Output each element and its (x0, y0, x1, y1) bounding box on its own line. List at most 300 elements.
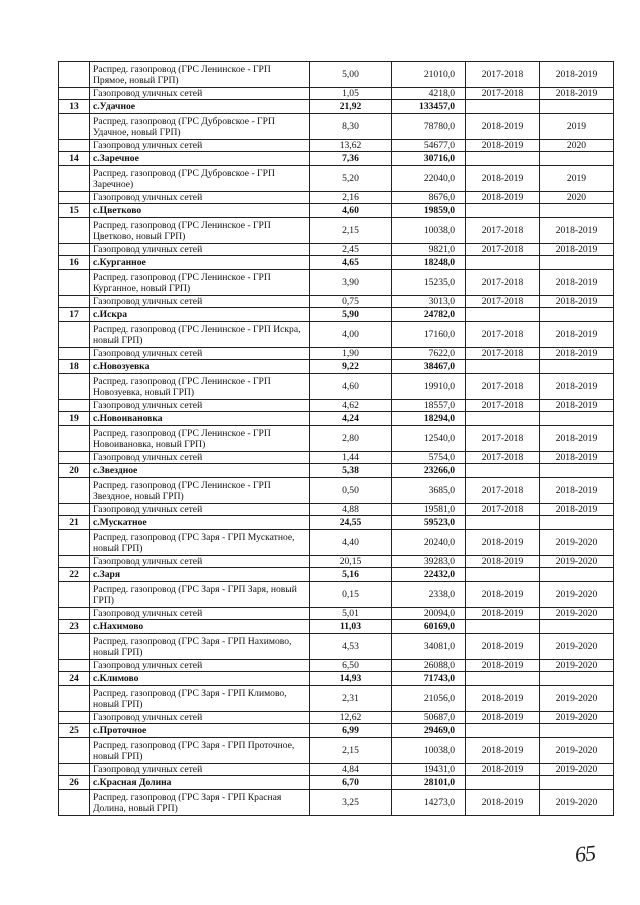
gas-pipeline-table (58, 61, 614, 816)
length-km-cell: 7,36 (310, 152, 392, 166)
table-row (59, 140, 614, 152)
row-number-cell (59, 608, 90, 620)
design-period-cell: 2018-2019 (466, 686, 540, 712)
length-km-cell: 4,53 (310, 634, 392, 660)
village-row (59, 308, 614, 322)
design-period-cell (466, 100, 540, 114)
object-name-cell: с.Проточное (90, 724, 310, 738)
village-row (59, 776, 614, 790)
row-number-cell (59, 712, 90, 724)
object-name-cell: Газопровод уличных сетей (90, 712, 310, 724)
row-number-cell (59, 400, 90, 412)
cost-value-cell: 8676,0 (392, 192, 466, 204)
table-row (59, 686, 614, 712)
cost-value-cell: 14273,0 (392, 790, 466, 816)
length-km-cell: 2,45 (310, 244, 392, 256)
cost-value-cell: 18248,0 (392, 256, 466, 270)
row-number-cell: 17 (59, 308, 90, 322)
build-period-cell: 2019-2020 (540, 790, 614, 816)
cost-value-cell: 10038,0 (392, 218, 466, 244)
length-km-cell: 4,60 (310, 204, 392, 218)
design-period-cell: 2018-2019 (466, 530, 540, 556)
length-km-cell: 3,25 (310, 790, 392, 816)
length-km-cell: 8,30 (310, 114, 392, 140)
length-km-cell: 5,16 (310, 568, 392, 582)
object-name-cell: Газопровод уличных сетей (90, 764, 310, 776)
object-name-cell: Газопровод уличных сетей (90, 660, 310, 672)
length-km-cell: 21,92 (310, 100, 392, 114)
object-name-cell: Распред. газопровод (ГРС Ленинское - ГРП Звездное, новый ГРП) (90, 478, 310, 504)
length-km-cell: 1,44 (310, 452, 392, 464)
build-period-cell (540, 412, 614, 426)
row-number-cell (59, 452, 90, 464)
object-name-cell: Газопровод уличных сетей (90, 608, 310, 620)
row-number-cell: 16 (59, 256, 90, 270)
object-name-cell: с.Искра (90, 308, 310, 322)
cost-value-cell: 54677,0 (392, 140, 466, 152)
build-period-cell: 2019 (540, 114, 614, 140)
object-name-cell: с.Мускатное (90, 516, 310, 530)
table-row (59, 348, 614, 360)
design-period-cell: 2018-2019 (466, 660, 540, 672)
length-km-cell: 5,90 (310, 308, 392, 322)
row-number-cell: 24 (59, 672, 90, 686)
village-row (59, 256, 614, 270)
length-km-cell: 11,03 (310, 620, 392, 634)
length-km-cell: 6,50 (310, 660, 392, 672)
build-period-cell (540, 672, 614, 686)
length-km-cell: 2,31 (310, 686, 392, 712)
row-number-cell (59, 322, 90, 348)
design-period-cell: 2018-2019 (466, 582, 540, 608)
build-period-cell: 2018-2019 (540, 374, 614, 400)
cost-value-cell: 23266,0 (392, 464, 466, 478)
cost-value-cell: 15235,0 (392, 270, 466, 296)
build-period-cell (540, 776, 614, 790)
row-number-cell: 13 (59, 100, 90, 114)
object-name-cell: с.Заречное (90, 152, 310, 166)
object-name-cell: Распред. газопровод (ГРС Заря - ГРП Нахимово, новый ГРП) (90, 634, 310, 660)
row-number-cell: 18 (59, 360, 90, 374)
build-period-cell: 2018-2019 (540, 400, 614, 412)
cost-value-cell: 133457,0 (392, 100, 466, 114)
object-name-cell: Газопровод уличных сетей (90, 296, 310, 308)
object-name-cell: с.Нахимово (90, 620, 310, 634)
object-name-cell: Газопровод уличных сетей (90, 88, 310, 100)
village-row (59, 620, 614, 634)
village-row (59, 412, 614, 426)
row-number-cell (59, 582, 90, 608)
build-period-cell (540, 256, 614, 270)
row-number-cell: 15 (59, 204, 90, 218)
design-period-cell: 2017-2018 (466, 504, 540, 516)
row-number-cell: 21 (59, 516, 90, 530)
design-period-cell (466, 516, 540, 530)
cost-value-cell: 30716,0 (392, 152, 466, 166)
cost-value-cell: 4218,0 (392, 88, 466, 100)
design-period-cell (466, 204, 540, 218)
cost-value-cell: 3013,0 (392, 296, 466, 308)
design-period-cell: 2018-2019 (466, 140, 540, 152)
table-row (59, 582, 614, 608)
table-row (59, 530, 614, 556)
cost-value-cell: 34081,0 (392, 634, 466, 660)
cost-value-cell: 18557,0 (392, 400, 466, 412)
cost-value-cell: 28101,0 (392, 776, 466, 790)
design-period-cell: 2018-2019 (466, 738, 540, 764)
length-km-cell: 2,80 (310, 426, 392, 452)
row-number-cell (59, 686, 90, 712)
table-row (59, 322, 614, 348)
village-row (59, 672, 614, 686)
length-km-cell: 14,93 (310, 672, 392, 686)
design-period-cell (466, 464, 540, 478)
design-period-cell: 2017-2018 (466, 88, 540, 100)
village-row (59, 568, 614, 582)
build-period-cell: 2018-2019 (540, 322, 614, 348)
object-name-cell: с.Звездное (90, 464, 310, 478)
table-row (59, 608, 614, 620)
cost-value-cell: 5754,0 (392, 452, 466, 464)
cost-value-cell: 18294,0 (392, 412, 466, 426)
build-period-cell: 2019-2020 (540, 530, 614, 556)
length-km-cell: 0,50 (310, 478, 392, 504)
object-name-cell: с.Новозуевка (90, 360, 310, 374)
design-period-cell (466, 724, 540, 738)
length-km-cell: 4,24 (310, 412, 392, 426)
design-period-cell: 2017-2018 (466, 296, 540, 308)
design-period-cell (466, 308, 540, 322)
object-name-cell: Распред. газопровод (ГРС Заря - ГРП Мускатное, новый ГРП) (90, 530, 310, 556)
cost-value-cell: 71743,0 (392, 672, 466, 686)
cost-value-cell: 24782,0 (392, 308, 466, 322)
village-row (59, 724, 614, 738)
build-period-cell: 2020 (540, 140, 614, 152)
object-name-cell: Распред. газопровод (ГРС Заря - ГРП Красная Долина, новый ГРП) (90, 790, 310, 816)
village-row (59, 204, 614, 218)
build-period-cell: 2019-2020 (540, 634, 614, 660)
length-km-cell: 20,15 (310, 556, 392, 568)
design-period-cell (466, 360, 540, 374)
table-row (59, 634, 614, 660)
row-number-cell (59, 660, 90, 672)
build-period-cell: 2020 (540, 192, 614, 204)
cost-value-cell: 60169,0 (392, 620, 466, 634)
length-km-cell: 1,90 (310, 348, 392, 360)
table-row (59, 166, 614, 192)
build-period-cell: 2019-2020 (540, 582, 614, 608)
length-km-cell: 3,90 (310, 270, 392, 296)
design-period-cell: 2017-2018 (466, 322, 540, 348)
design-period-cell: 2017-2018 (466, 218, 540, 244)
build-period-cell: 2018-2019 (540, 88, 614, 100)
object-name-cell: Газопровод уличных сетей (90, 192, 310, 204)
row-number-cell (59, 634, 90, 660)
design-period-cell (466, 620, 540, 634)
cost-value-cell: 22040,0 (392, 166, 466, 192)
build-period-cell: 2019-2020 (540, 712, 614, 724)
table-row (59, 296, 614, 308)
row-number-cell: 22 (59, 568, 90, 582)
village-row (59, 100, 614, 114)
cost-value-cell: 3685,0 (392, 478, 466, 504)
length-km-cell: 9,22 (310, 360, 392, 374)
length-km-cell: 4,00 (310, 322, 392, 348)
table-row (59, 270, 614, 296)
table-row (59, 478, 614, 504)
length-km-cell: 0,15 (310, 582, 392, 608)
length-km-cell: 24,55 (310, 516, 392, 530)
cost-value-cell: 39283,0 (392, 556, 466, 568)
table-row (59, 738, 614, 764)
build-period-cell (540, 152, 614, 166)
row-number-cell (59, 426, 90, 452)
table-row (59, 556, 614, 568)
design-period-cell: 2018-2019 (466, 166, 540, 192)
build-period-cell: 2018-2019 (540, 244, 614, 256)
cost-value-cell: 9821,0 (392, 244, 466, 256)
design-period-cell (466, 412, 540, 426)
row-number-cell (59, 88, 90, 100)
row-number-cell (59, 738, 90, 764)
table-row (59, 244, 614, 256)
design-period-cell: 2017-2018 (466, 348, 540, 360)
design-period-cell (466, 776, 540, 790)
length-km-cell: 2,15 (310, 738, 392, 764)
length-km-cell: 4,65 (310, 256, 392, 270)
design-period-cell: 2017-2018 (466, 400, 540, 412)
design-period-cell: 2017-2018 (466, 244, 540, 256)
build-period-cell: 2018-2019 (540, 348, 614, 360)
design-period-cell: 2017-2018 (466, 478, 540, 504)
cost-value-cell: 20240,0 (392, 530, 466, 556)
row-number-cell (59, 62, 90, 88)
object-name-cell: Газопровод уличных сетей (90, 556, 310, 568)
object-name-cell: с.Климово (90, 672, 310, 686)
length-km-cell: 2,16 (310, 192, 392, 204)
build-period-cell (540, 464, 614, 478)
length-km-cell: 4,84 (310, 764, 392, 776)
build-period-cell: 2019 (540, 166, 614, 192)
object-name-cell: Газопровод уличных сетей (90, 452, 310, 464)
table-row (59, 712, 614, 724)
length-km-cell: 4,60 (310, 374, 392, 400)
row-number-cell (59, 218, 90, 244)
village-row (59, 152, 614, 166)
table-row (59, 764, 614, 776)
table-row (59, 504, 614, 516)
design-period-cell: 2017-2018 (466, 270, 540, 296)
length-km-cell: 5,01 (310, 608, 392, 620)
object-name-cell: Распред. газопровод (ГРС Заря - ГРП Заря, новый ГРП) (90, 582, 310, 608)
design-period-cell: 2018-2019 (466, 634, 540, 660)
design-period-cell (466, 152, 540, 166)
cost-value-cell: 21056,0 (392, 686, 466, 712)
table-row (59, 790, 614, 816)
object-name-cell: Распред. газопровод (ГРС Заря - ГРП Климово, новый ГРП) (90, 686, 310, 712)
build-period-cell (540, 308, 614, 322)
object-name-cell: Распред. газопровод (ГРС Ленинское - ГРП Новозуевка, новый ГРП) (90, 374, 310, 400)
build-period-cell: 2018-2019 (540, 504, 614, 516)
design-period-cell: 2018-2019 (466, 608, 540, 620)
cost-value-cell: 26088,0 (392, 660, 466, 672)
table-row (59, 452, 614, 464)
cost-value-cell: 12540,0 (392, 426, 466, 452)
cost-value-cell: 29469,0 (392, 724, 466, 738)
table-row (59, 114, 614, 140)
build-period-cell: 2018-2019 (540, 452, 614, 464)
cost-value-cell: 50687,0 (392, 712, 466, 724)
cost-value-cell: 59523,0 (392, 516, 466, 530)
row-number-cell (59, 504, 90, 516)
cost-value-cell: 78780,0 (392, 114, 466, 140)
build-period-cell: 2018-2019 (540, 62, 614, 88)
row-number-cell (59, 244, 90, 256)
table-row (59, 660, 614, 672)
build-period-cell: 2019-2020 (540, 660, 614, 672)
length-km-cell: 4,62 (310, 400, 392, 412)
length-km-cell: 4,88 (310, 504, 392, 516)
table-row (59, 62, 614, 88)
design-period-cell: 2018-2019 (466, 790, 540, 816)
build-period-cell: 2018-2019 (540, 218, 614, 244)
object-name-cell: Распред. газопровод (ГРС Ленинское - ГРП Искра, новый ГРП) (90, 322, 310, 348)
length-km-cell: 4,40 (310, 530, 392, 556)
build-period-cell: 2019-2020 (540, 686, 614, 712)
length-km-cell: 5,00 (310, 62, 392, 88)
object-name-cell: с.Курганное (90, 256, 310, 270)
design-period-cell: 2018-2019 (466, 192, 540, 204)
table-row (59, 400, 614, 412)
length-km-cell: 5,38 (310, 464, 392, 478)
cost-value-cell: 19581,0 (392, 504, 466, 516)
length-km-cell: 6,70 (310, 776, 392, 790)
build-period-cell: 2019-2020 (540, 556, 614, 568)
build-period-cell: 2018-2019 (540, 478, 614, 504)
build-period-cell (540, 204, 614, 218)
row-number-cell (59, 556, 90, 568)
object-name-cell: Газопровод уличных сетей (90, 348, 310, 360)
object-name-cell: Распред. газопровод (ГРС Ленинское - ГРП Цветково, новый ГРП) (90, 218, 310, 244)
build-period-cell (540, 100, 614, 114)
design-period-cell: 2018-2019 (466, 764, 540, 776)
design-period-cell: 2018-2019 (466, 712, 540, 724)
object-name-cell: с.Заря (90, 568, 310, 582)
object-name-cell: Распред. газопровод (ГРС Заря - ГРП Проточное, новый ГРП) (90, 738, 310, 764)
table-row (59, 88, 614, 100)
row-number-cell (59, 374, 90, 400)
table-body (59, 62, 614, 816)
design-period-cell (466, 256, 540, 270)
cost-value-cell: 2338,0 (392, 582, 466, 608)
design-period-cell: 2017-2018 (466, 374, 540, 400)
cost-value-cell: 22432,0 (392, 568, 466, 582)
build-period-cell: 2019-2020 (540, 764, 614, 776)
cost-value-cell: 20094,0 (392, 608, 466, 620)
build-period-cell (540, 568, 614, 582)
design-period-cell: 2017-2018 (466, 426, 540, 452)
row-number-cell: 14 (59, 152, 90, 166)
design-period-cell (466, 672, 540, 686)
length-km-cell: 12,62 (310, 712, 392, 724)
length-km-cell: 6,99 (310, 724, 392, 738)
row-number-cell (59, 140, 90, 152)
row-number-cell: 19 (59, 412, 90, 426)
row-number-cell (59, 270, 90, 296)
table-row (59, 374, 614, 400)
design-period-cell: 2018-2019 (466, 114, 540, 140)
village-row (59, 464, 614, 478)
row-number-cell (59, 348, 90, 360)
row-number-cell: 26 (59, 776, 90, 790)
length-km-cell: 1,05 (310, 88, 392, 100)
table-row (59, 192, 614, 204)
cost-value-cell: 17160,0 (392, 322, 466, 348)
table-row (59, 218, 614, 244)
object-name-cell: Распред. газопровод (ГРС Ленинское - ГРП Прямое, новый ГРП) (90, 62, 310, 88)
build-period-cell: 2019-2020 (540, 608, 614, 620)
object-name-cell: Газопровод уличных сетей (90, 244, 310, 256)
table-row (59, 426, 614, 452)
cost-value-cell: 21010,0 (392, 62, 466, 88)
object-name-cell: с.Цветково (90, 204, 310, 218)
build-period-cell: 2019-2020 (540, 738, 614, 764)
object-name-cell: Газопровод уличных сетей (90, 400, 310, 412)
cost-value-cell: 10038,0 (392, 738, 466, 764)
design-period-cell (466, 568, 540, 582)
object-name-cell: Газопровод уличных сетей (90, 504, 310, 516)
build-period-cell: 2018-2019 (540, 296, 614, 308)
object-name-cell: Распред. газопровод (ГРС Дубровское - ГРП Удачное, новый ГРП) (90, 114, 310, 140)
village-row (59, 360, 614, 374)
row-number-cell (59, 764, 90, 776)
length-km-cell: 13,62 (310, 140, 392, 152)
build-period-cell (540, 360, 614, 374)
build-period-cell: 2018-2019 (540, 426, 614, 452)
object-name-cell: с.Удачное (90, 100, 310, 114)
row-number-cell (59, 478, 90, 504)
cost-value-cell: 19431,0 (392, 764, 466, 776)
village-row (59, 516, 614, 530)
cost-value-cell: 38467,0 (392, 360, 466, 374)
build-period-cell (540, 724, 614, 738)
length-km-cell: 2,15 (310, 218, 392, 244)
object-name-cell: Распред. газопровод (ГРС Дубровское - ГРП Заречное) (90, 166, 310, 192)
length-km-cell: 0,75 (310, 296, 392, 308)
length-km-cell: 5,20 (310, 166, 392, 192)
cost-value-cell: 7622,0 (392, 348, 466, 360)
row-number-cell: 25 (59, 724, 90, 738)
design-period-cell: 2018-2019 (466, 556, 540, 568)
design-period-cell: 2017-2018 (466, 62, 540, 88)
row-number-cell (59, 530, 90, 556)
build-period-cell (540, 620, 614, 634)
row-number-cell: 20 (59, 464, 90, 478)
build-period-cell (540, 516, 614, 530)
object-name-cell: с.Красная Долина (90, 776, 310, 790)
row-number-cell (59, 790, 90, 816)
row-number-cell (59, 192, 90, 204)
build-period-cell: 2018-2019 (540, 270, 614, 296)
object-name-cell: с.Новоивановка (90, 412, 310, 426)
cost-value-cell: 19859,0 (392, 204, 466, 218)
cost-value-cell: 19910,0 (392, 374, 466, 400)
object-name-cell: Распред. газопровод (ГРС Ленинское - ГРП Новоивановка, новый ГРП) (90, 426, 310, 452)
page-number: 65 (573, 840, 597, 867)
object-name-cell: Газопровод уличных сетей (90, 140, 310, 152)
row-number-cell (59, 296, 90, 308)
object-name-cell: Распред. газопровод (ГРС Ленинское - ГРП Курганное, новый ГРП) (90, 270, 310, 296)
